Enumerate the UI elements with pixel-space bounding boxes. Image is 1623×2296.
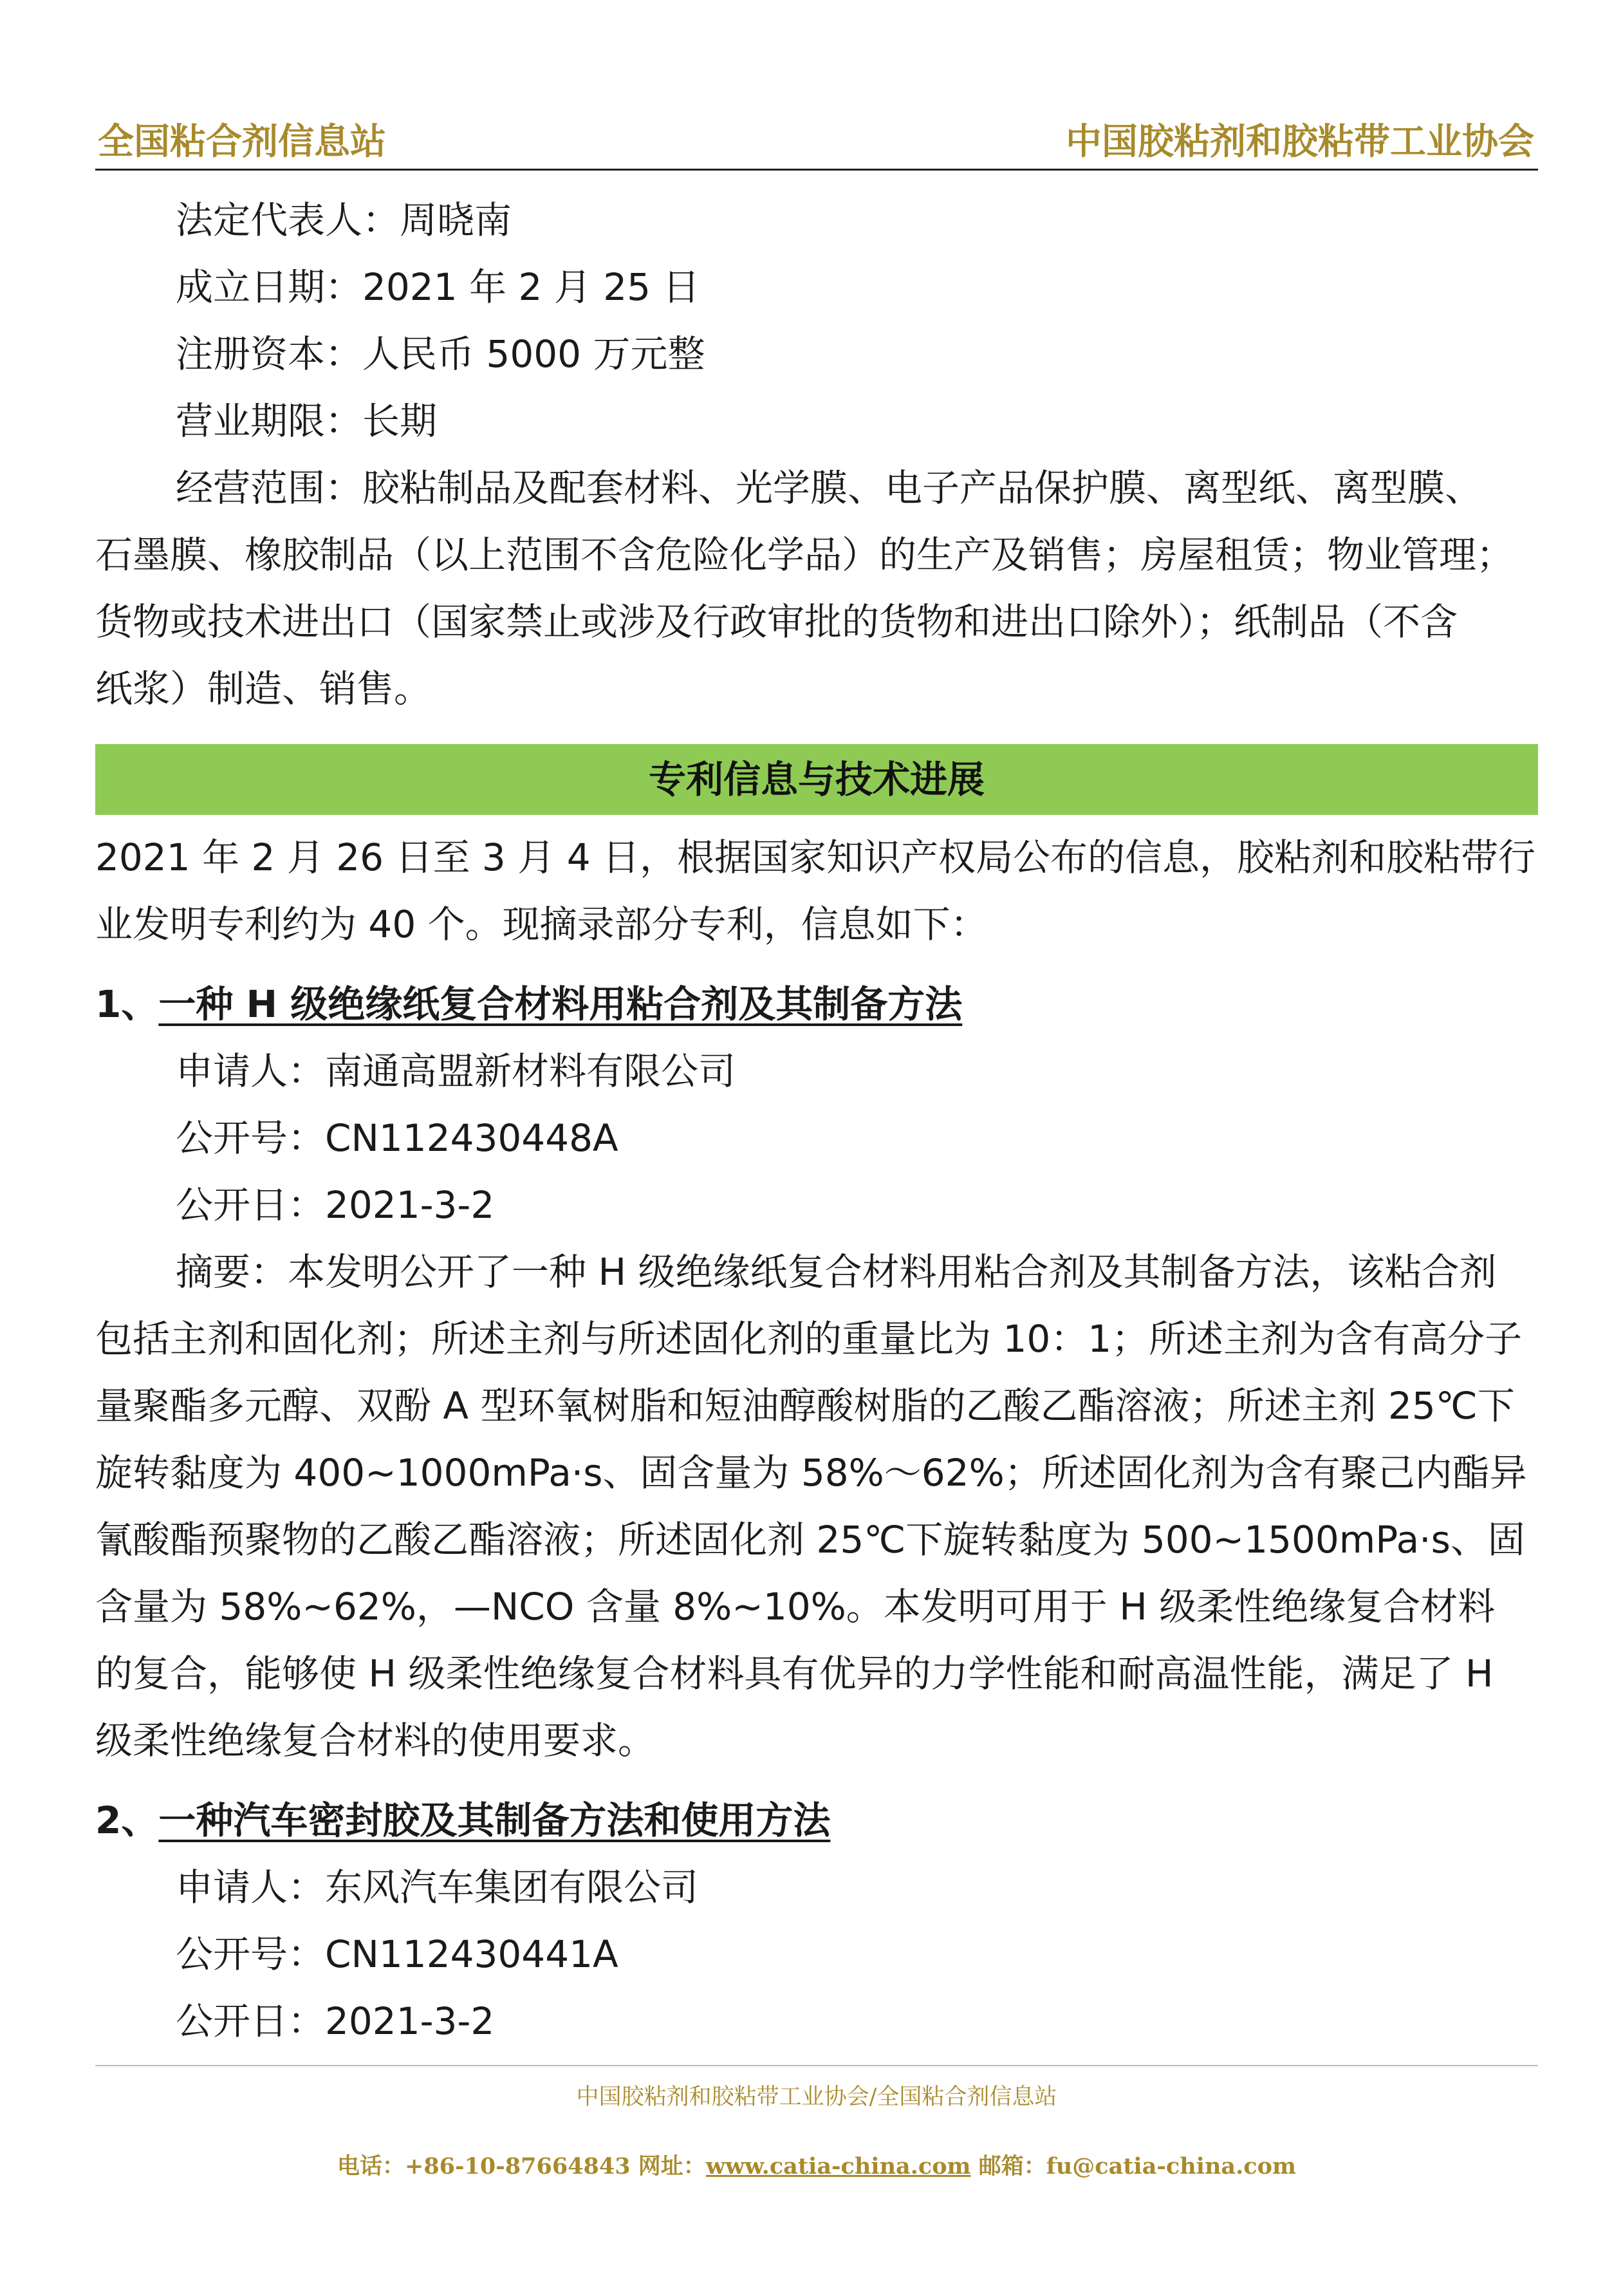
patent-abstract-line: 旋转黏度为 400~1000mPa·s、固含量为 58%～62%；所述固化剂为含有聚己内酯异 [95, 1451, 1527, 1495]
business-scope-line: 经营范围：胶粘制品及配套材料、光学膜、电子产品保护膜、离型纸、离型膜、 [176, 466, 1483, 510]
footer-phone: 电话：+86-10-87664843 网址： [337, 2153, 706, 2179]
footer-website-link[interactable]: www.catia-china.com [705, 2153, 971, 2179]
patent-abstract-line: 摘要：本发明公开了一种 H 级绝缘纸复合材料用粘合剂及其制备方法，该粘合剂 [176, 1250, 1497, 1294]
patent-abstract-line: 包括主剂和固化剂；所述主剂与所述固化剂的重量比为 10：1；所述主剂为含有高分子 [95, 1317, 1523, 1361]
patent-abstract-line: 级柔性绝缘复合材料的使用要求。 [95, 1719, 656, 1762]
patent-title-text: 一种 H 级绝缘纸复合材料用粘合剂及其制备方法 [158, 982, 963, 1026]
patent-number: 1、 [95, 982, 159, 1026]
patent-abstract-line: 氰酸酯预聚物的乙酸乙酯溶液；所述固化剂 25℃下旋转黏度为 500~1500mPa·s、固 [95, 1518, 1525, 1562]
patent-abstract-line: 量聚酯多元醇、双酚 A 型环氧树脂和短油醇酸树脂的乙酸乙酯溶液；所述主剂 25℃下 [95, 1384, 1515, 1428]
business-scope-line: 纸浆）制造、销售。 [95, 667, 432, 711]
business-term: 营业期限：长期 [176, 399, 438, 443]
header-association-name: 中国胶粘剂和胶粘带工业协会 [1066, 120, 1534, 163]
legal-representative: 法定代表人：周晓南 [176, 198, 512, 242]
section-banner [95, 744, 1538, 815]
business-scope-line: 货物或技术进出口（国家禁止或涉及行政审批的货物和进出口除外）；纸制品（不含 [95, 600, 1458, 644]
patent-number: 2、 [95, 1798, 159, 1842]
patent-1-title [95, 971, 1538, 1038]
section-title: 专利信息与技术进展 [648, 758, 985, 801]
section-intro-line: 2021 年 2 月 26 日至 3 月 4 日，根据国家知识产权局公布的信息，胶粘剂和胶粘带行 [95, 835, 1536, 879]
patent-publication-number: 公开号：CN112430448A [176, 1116, 618, 1160]
patent-abstract-line: 含量为 58%~62%，—NCO 含量 8%~10%。本发明可用于 H 级柔性绝缘复合材料 [95, 1585, 1496, 1629]
page-footer [95, 2065, 1538, 2181]
footer-email[interactable]: 邮箱：fu@catia-china.com [970, 2153, 1296, 2179]
patent-abstract-line: 的复合，能够使 H 级柔性绝缘复合材料具有优异的力学性能和耐高温性能，满足了 H [95, 1652, 1494, 1695]
patent-2-title [95, 1787, 1538, 1854]
footer-contact [95, 2149, 1538, 2181]
business-scope-line: 石墨膜、橡胶制品（以上范围不含危险化学品）的生产及销售；房屋租赁；物业管理； [95, 533, 1514, 577]
footer-organization: 中国胶粘剂和胶粘带工业协会/全国粘合剂信息站 [576, 2084, 1057, 2110]
patent-applicant: 申请人：东风汽车集团有限公司 [176, 1865, 699, 1909]
patent-publication-date: 公开日：2021-3-2 [176, 1183, 495, 1227]
page-header [95, 115, 1538, 171]
page-content [95, 187, 1538, 2055]
patent-title-text: 一种汽车密封胶及其制备方法和使用方法 [158, 1798, 831, 1842]
patent-publication-date: 公开日：2021-3-2 [176, 1999, 495, 2043]
founding-date: 成立日期：2021 年 2 月 25 日 [176, 265, 700, 309]
registered-capital: 注册资本：人民币 5000 万元整 [176, 332, 705, 376]
patent-publication-number: 公开号：CN112430441A [176, 1932, 618, 1976]
patent-applicant: 申请人：南通高盟新材料有限公司 [176, 1049, 736, 1093]
section-intro-line: 业发明专利约为 40 个。现摘录部分专利，信息如下： [95, 902, 988, 946]
header-site-name: 全国粘合剂信息站 [98, 120, 386, 163]
